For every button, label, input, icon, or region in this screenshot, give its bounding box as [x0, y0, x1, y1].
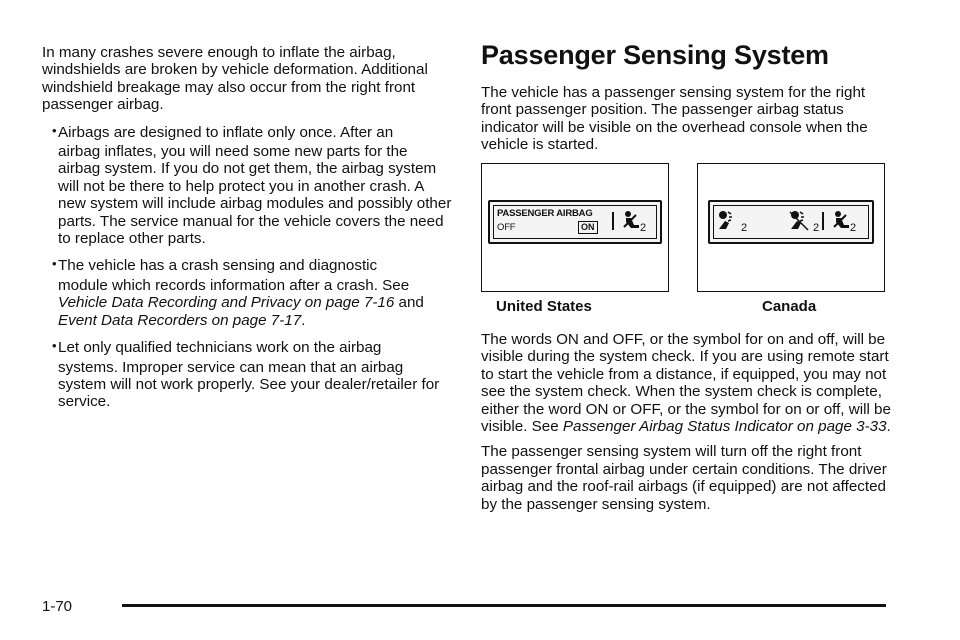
- intro-paragraph: The vehicle has a passenger sensing system for the right front passenger position. The passenger airbag status indicator will be visible on the overhead console when the vehicle is started.: [481, 84, 868, 154]
- right-column-intro: [481, 84, 891, 162]
- indicator-number: 2: [741, 222, 747, 234]
- indicator-off-label: OFF: [497, 222, 516, 233]
- bullet-first-line: The vehicle has a crash sensing and diagnostic: [58, 257, 378, 275]
- figure-caption-canada: Canada: [762, 298, 817, 315]
- intro-paragraph: In many crashes severe enough to inflate the airbag, windshields are broken by vehicle deformation. Additional windshield breakage may also occur from the right front passenger airbag.: [42, 44, 428, 114]
- right-column-body: [481, 331, 891, 521]
- section-heading: Passenger Sensing System: [481, 40, 829, 70]
- indicator-number: 2: [850, 222, 856, 234]
- bullet-dot-icon: •: [52, 338, 57, 354]
- cross-reference-link[interactable]: Passenger Airbag Status Indicator on page 3-33: [562, 418, 887, 436]
- body-paragraph: The passenger sensing system will turn off the right front passenger frontal airbag under certain conditions. The driver airbag and the roof-rail airbags (if equipped) are not affected by the passenger sensing system.: [481, 443, 887, 513]
- bullet-text: module which records information after a crash. See: [58, 276, 410, 294]
- bullet-item: [42, 257, 452, 329]
- indicator-number: 2: [813, 222, 819, 234]
- bullet-text: .: [301, 311, 306, 329]
- bullet-first-line: Let only qualified technicians work on the airbag: [58, 339, 382, 357]
- indicator-on-label: ON: [578, 221, 598, 234]
- bullet-text: and: [394, 294, 424, 312]
- bullet-first-line: Airbags are designed to inflate only once. After an: [58, 123, 394, 141]
- bullet-text: systems. Improper service can mean that an airbag system will not work properly. See your dealer/retailer for service.: [58, 358, 440, 411]
- airbag-on-icon: [716, 210, 742, 232]
- cross-reference-link[interactable]: Vehicle Data Recording and Privacy on page 7-16: [58, 294, 395, 312]
- indicator-number: 2: [640, 222, 646, 234]
- footer-rule: [122, 604, 886, 607]
- indicator-panel: [708, 200, 874, 244]
- bullet-dot-icon: •: [52, 122, 57, 138]
- left-column: [42, 44, 452, 411]
- figure-canada: [697, 163, 885, 292]
- bullet-item: [42, 124, 452, 248]
- indicator-panel: [488, 200, 662, 244]
- page-number: 1-70: [42, 598, 73, 615]
- bullet-dot-icon: •: [52, 256, 57, 272]
- figure-caption-us: United States: [496, 298, 592, 315]
- cross-reference-link[interactable]: Event Data Recorders on page 7-17: [58, 311, 302, 329]
- indicator-label: PASSENGER AIRBAG: [497, 208, 593, 219]
- bullet-text: airbag inflates, you will need some new parts for the airbag system. If you do not get them, the airbag system will not be there to help protect you in another crash. A new system will include airbag modules and possibly other parts. The service manual for the vehicle covers the need to replace other parts.: [58, 143, 452, 248]
- figure-united-states: [481, 163, 669, 292]
- airbag-off-icon: [788, 210, 814, 232]
- body-paragraph: The words ON and OFF, or the symbol for on and off, will be visible during the system check. If you are using remote start to start the vehicle from a distance, if equipped, you may not see the system check. When the system check is complete, either the word ON or OFF, or the symbol for on or off, will be visible. See Passenger Airbag Status Indicator on page 3-33.: [481, 331, 891, 436]
- bullet-item: [42, 339, 452, 411]
